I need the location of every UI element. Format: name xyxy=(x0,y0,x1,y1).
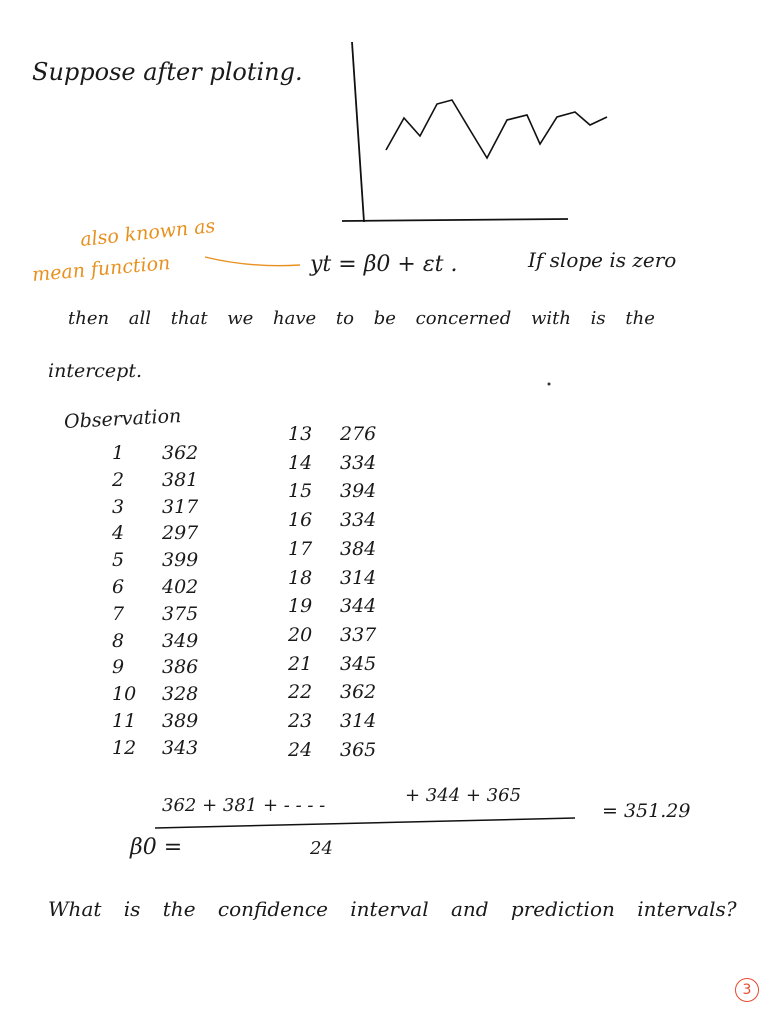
observation-value: 394 xyxy=(340,480,377,503)
observation-value: 343 xyxy=(162,736,199,759)
observation-value: 386 xyxy=(162,656,199,679)
observation-index: 17 xyxy=(288,537,313,560)
observation-index: 22 xyxy=(288,681,313,704)
stray-dot xyxy=(548,383,551,386)
observation-index: 10 xyxy=(112,683,137,706)
observation-index: 15 xyxy=(288,480,313,503)
observation-index: 4 xyxy=(112,522,125,545)
observation-value: 375 xyxy=(162,602,199,625)
result-value: = 351.29 xyxy=(602,800,691,822)
observation-index: 14 xyxy=(288,451,313,474)
orange-note-line1: also known as xyxy=(79,214,217,252)
observation-index: 16 xyxy=(288,509,313,532)
observation-index: 9 xyxy=(112,656,125,679)
orange-note-line2: mean function xyxy=(31,252,172,286)
observation-index: 8 xyxy=(112,629,125,652)
sketch-y-axis xyxy=(352,42,364,222)
sketch-series-line xyxy=(386,100,607,158)
observation-index: 18 xyxy=(288,566,313,589)
observation-value: 381 xyxy=(162,468,199,491)
observation-index: 11 xyxy=(112,710,137,732)
observation-index: 21 xyxy=(288,652,313,675)
observation-index: 12 xyxy=(112,736,137,759)
observation-index: 3 xyxy=(112,495,125,518)
observation-index: 5 xyxy=(112,549,125,572)
observation-index: 2 xyxy=(112,468,125,491)
explanation-line-2: intercept. xyxy=(48,360,142,382)
fraction-bar xyxy=(155,818,575,828)
intro-text: Suppose after ploting. xyxy=(32,58,303,86)
beta-label: β0 = xyxy=(130,835,183,860)
observation-value: 314 xyxy=(340,566,377,589)
observation-value: 276 xyxy=(340,423,377,445)
observation-value: 334 xyxy=(340,451,377,474)
observation-header: Observation xyxy=(63,404,182,434)
observation-value: 344 xyxy=(340,595,377,618)
observation-index: 1 xyxy=(112,442,125,464)
explanation-line: then all that we have to be concerned with is the xyxy=(68,308,655,329)
observation-value: 362 xyxy=(340,681,377,704)
observation-value: 399 xyxy=(162,549,199,572)
observation-value: 317 xyxy=(162,495,199,518)
sketch-x-axis xyxy=(342,219,568,221)
model-equation: yt = β0 + εt . xyxy=(310,252,458,277)
observation-value: 402 xyxy=(162,576,199,598)
observation-value: 349 xyxy=(162,629,199,652)
observation-index: 24 xyxy=(288,738,313,761)
observation-value: 337 xyxy=(340,623,377,646)
observation-value: 297 xyxy=(162,522,199,545)
observation-index: 20 xyxy=(288,623,313,646)
observation-value: 328 xyxy=(162,683,199,706)
model-condition: If slope is zero xyxy=(528,248,677,272)
observation-value: 384 xyxy=(340,537,377,560)
observation-value: 362 xyxy=(162,442,199,464)
denominator: 24 xyxy=(310,838,333,859)
observation-index: 13 xyxy=(288,423,313,445)
observation-index: 7 xyxy=(112,602,125,625)
page-number: 3 xyxy=(735,978,759,1002)
observation-index: 23 xyxy=(288,710,313,732)
observation-index: 6 xyxy=(112,576,125,598)
numerator-left: 362 + 381 + - - - - xyxy=(162,795,326,816)
question-text: What is the confidence interval and prediction intervals? xyxy=(48,897,737,921)
observation-value: 345 xyxy=(340,652,377,675)
orange-arrow xyxy=(205,257,300,266)
observation-value: 389 xyxy=(162,710,199,732)
observation-value: 334 xyxy=(340,509,377,532)
observation-value: 314 xyxy=(340,710,377,732)
numerator-right: + 344 + 365 xyxy=(405,785,522,806)
observation-value: 365 xyxy=(340,738,377,761)
observation-index: 19 xyxy=(288,595,313,618)
